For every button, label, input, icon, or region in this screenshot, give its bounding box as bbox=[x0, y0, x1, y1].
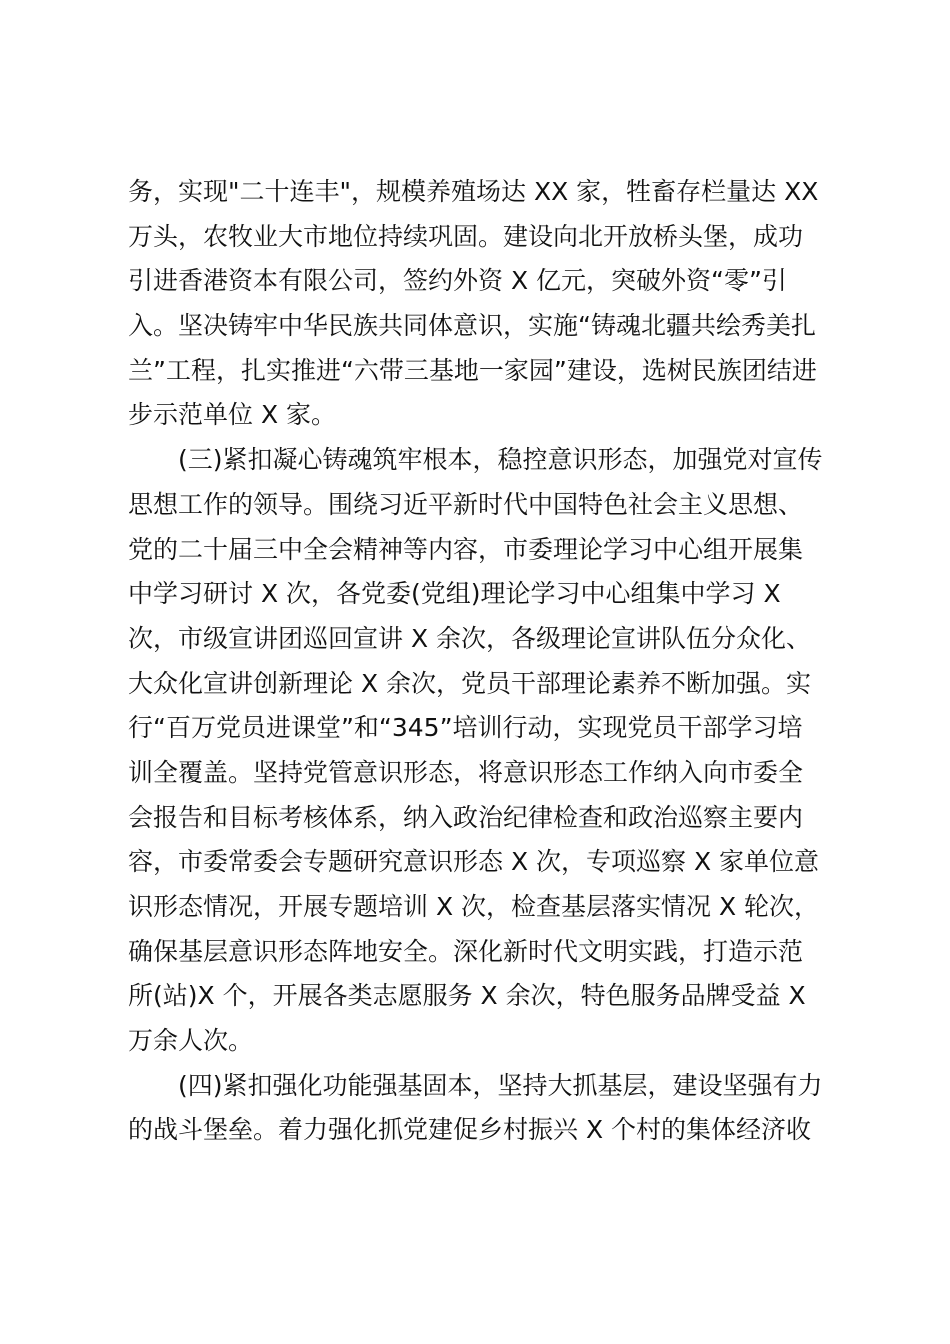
body-text bbox=[128, 170, 828, 1153]
text-line: 党的二十届三中全会精神等内容，市委理论学习中心组开展集 bbox=[128, 534, 804, 564]
text-line: 务，实现"二十连丰"，规模养殖场达 XX 家，牲畜存栏量达 XX bbox=[128, 177, 819, 206]
text-line: 行“百万党员进课堂”和“345”培训行动，实现党员干部学习培 bbox=[128, 713, 803, 743]
text-line: 容，市委常委会专题研究意识形态 X 次，专项巡察 X 家单位意 bbox=[128, 847, 820, 877]
text-line: 训全覆盖。坚持党管意识形态，将意识形态工作纳入向市委全 bbox=[128, 757, 804, 787]
text-line: 入。坚决铸牢中华民族共同体意识，实施“铸魂北疆共绘秀美扎 bbox=[128, 311, 816, 341]
text-line: 兰”工程，扎实推进“六带三基地一家园”建设，选树民族团结进 bbox=[128, 355, 817, 385]
text-line: 确保基层意识形态阵地安全。深化新时代文明实践，打造示范 bbox=[128, 936, 804, 966]
text-line: 会报告和目标考核体系，纳入政治纪律检查和政治巡察主要内 bbox=[128, 802, 804, 832]
text-line: (三)紧扣凝心铸魂筑牢根本，稳控意识形态，加强党对宣传 bbox=[178, 445, 823, 475]
text-line: 步示范单位 X 家。 bbox=[128, 400, 337, 430]
text-line: 万余人次。 bbox=[128, 1026, 254, 1056]
text-line: 思想工作的领导。围绕习近平新时代中国特色社会主义思想、 bbox=[128, 489, 804, 519]
text-line: 识形态情况，开展专题培训 X 次，检查基层落实情况 X 轮次， bbox=[128, 892, 820, 921]
text-line: 的战斗堡垒。着力强化抓党建促乡村振兴 X 个村的集体经济收 bbox=[128, 1115, 812, 1145]
text-line: 次，市级宣讲团巡回宣讲 X 余次，各级理论宣讲队伍分众化、 bbox=[128, 623, 812, 653]
text-line: 万头，农牧业大市地位持续巩固。建设向北开放桥头堡，成功 bbox=[128, 221, 804, 251]
text-line: 中学习研讨 X 次，各党委(党组)理论学习中心组集中学习 X bbox=[128, 579, 781, 609]
text-line: 大众化宣讲创新理论 X 余次，党员干部理论素养不断加强。实 bbox=[128, 668, 812, 698]
text-line: 所(站)X 个，开展各类志愿服务 X 余次，特色服务品牌受益 X bbox=[128, 981, 806, 1011]
text-line: (四)紧扣强化功能强基固本，坚持大抓基层，建设坚强有力 bbox=[178, 1070, 823, 1100]
text-line: 引进香港资本有限公司，签约外资 X 亿元，突破外资“零”引 bbox=[128, 266, 787, 296]
